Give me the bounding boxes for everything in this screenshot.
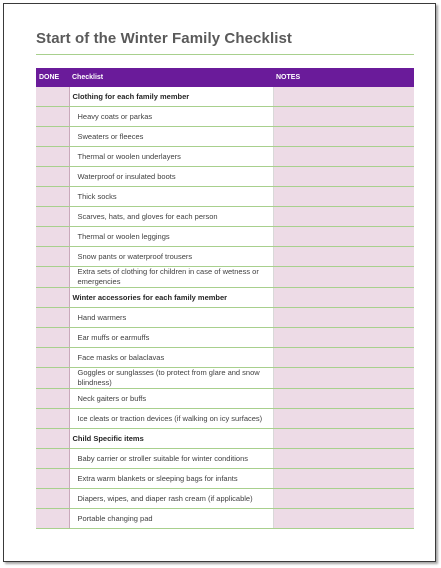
table-row bbox=[36, 489, 414, 509]
checklist-item-label: Extra sets of clothing for children in case of wetness or emergencies bbox=[69, 267, 273, 288]
checklist-item-label: Waterproof or insulated boots bbox=[69, 167, 273, 187]
checklist-item-label: Diapers, wipes, and diaper rash cream (if applicable) bbox=[69, 489, 273, 509]
table-row bbox=[36, 389, 414, 409]
checklist-item-label: Sweaters or fleeces bbox=[69, 127, 273, 147]
checklist-item-label: Goggles or sunglasses (to protect from glare and snow blindness) bbox=[69, 368, 273, 389]
checklist-item-label: Scarves, hats, and gloves for each person bbox=[69, 207, 273, 227]
checklist-item-label: Portable changing pad bbox=[69, 509, 273, 529]
table-row bbox=[36, 267, 414, 288]
section-header-row bbox=[36, 87, 414, 107]
table-header-row bbox=[36, 68, 414, 87]
column-header-notes: NOTES bbox=[273, 68, 414, 87]
done-cell[interactable] bbox=[36, 308, 69, 328]
notes-cell[interactable] bbox=[273, 469, 414, 489]
done-cell[interactable] bbox=[36, 368, 69, 389]
notes-cell[interactable] bbox=[273, 107, 414, 127]
table-row bbox=[36, 348, 414, 368]
done-cell bbox=[36, 429, 69, 449]
notes-cell[interactable] bbox=[273, 409, 414, 429]
notes-cell[interactable] bbox=[273, 147, 414, 167]
table-row bbox=[36, 247, 414, 267]
table-row bbox=[36, 449, 414, 469]
notes-cell[interactable] bbox=[273, 449, 414, 469]
table-row bbox=[36, 187, 414, 207]
notes-cell[interactable] bbox=[273, 489, 414, 509]
table-row bbox=[36, 127, 414, 147]
done-cell[interactable] bbox=[36, 187, 69, 207]
table-row bbox=[36, 469, 414, 489]
done-cell[interactable] bbox=[36, 147, 69, 167]
table-row bbox=[36, 167, 414, 187]
notes-cell[interactable] bbox=[273, 167, 414, 187]
notes-cell[interactable] bbox=[273, 267, 414, 288]
done-cell[interactable] bbox=[36, 489, 69, 509]
notes-cell bbox=[273, 288, 414, 308]
done-cell[interactable] bbox=[36, 247, 69, 267]
table-row bbox=[36, 409, 414, 429]
notes-cell[interactable] bbox=[273, 207, 414, 227]
done-cell[interactable] bbox=[36, 509, 69, 529]
notes-cell[interactable] bbox=[273, 247, 414, 267]
done-cell[interactable] bbox=[36, 207, 69, 227]
notes-cell[interactable] bbox=[273, 127, 414, 147]
done-cell[interactable] bbox=[36, 127, 69, 147]
checklist-item-label: Hand warmers bbox=[69, 308, 273, 328]
done-cell bbox=[36, 87, 69, 107]
checklist-item-label: Neck gaiters or buffs bbox=[69, 389, 273, 409]
done-cell bbox=[36, 288, 69, 308]
notes-cell[interactable] bbox=[273, 308, 414, 328]
section-label: Clothing for each family member bbox=[69, 87, 273, 107]
done-cell[interactable] bbox=[36, 409, 69, 429]
done-cell[interactable] bbox=[36, 227, 69, 247]
table-row bbox=[36, 227, 414, 247]
checklist-item-label: Ice cleats or traction devices (if walking on icy surfaces) bbox=[69, 409, 273, 429]
notes-cell[interactable] bbox=[273, 348, 414, 368]
section-header-row bbox=[36, 288, 414, 308]
section-label: Child Specific items bbox=[69, 429, 273, 449]
done-cell[interactable] bbox=[36, 348, 69, 368]
checklist-item-label: Heavy coats or parkas bbox=[69, 107, 273, 127]
table-row bbox=[36, 308, 414, 328]
table-row bbox=[36, 368, 414, 389]
notes-cell bbox=[273, 87, 414, 107]
notes-cell[interactable] bbox=[273, 227, 414, 247]
column-header-checklist: Checklist bbox=[69, 68, 273, 87]
document-page bbox=[3, 3, 436, 562]
notes-cell[interactable] bbox=[273, 368, 414, 389]
title-underline bbox=[36, 54, 414, 55]
checklist-item-label: Ear muffs or earmuffs bbox=[69, 328, 273, 348]
table-row bbox=[36, 107, 414, 127]
done-cell[interactable] bbox=[36, 167, 69, 187]
section-label: Winter accessories for each family member bbox=[69, 288, 273, 308]
done-cell[interactable] bbox=[36, 389, 69, 409]
done-cell[interactable] bbox=[36, 449, 69, 469]
notes-cell[interactable] bbox=[273, 509, 414, 529]
page-title: Start of the Winter Family Checklist bbox=[36, 30, 293, 47]
table-row bbox=[36, 207, 414, 227]
table-row bbox=[36, 147, 414, 167]
done-cell[interactable] bbox=[36, 267, 69, 288]
checklist-item-label: Thick socks bbox=[69, 187, 273, 207]
checklist-body bbox=[36, 87, 414, 529]
notes-cell bbox=[273, 429, 414, 449]
done-cell[interactable] bbox=[36, 328, 69, 348]
notes-cell[interactable] bbox=[273, 187, 414, 207]
column-header-done: DONE bbox=[36, 68, 69, 87]
table-row bbox=[36, 509, 414, 529]
section-header-row bbox=[36, 429, 414, 449]
checklist-item-label: Thermal or woolen underlayers bbox=[69, 147, 273, 167]
done-cell[interactable] bbox=[36, 107, 69, 127]
checklist-item-label: Face masks or balaclavas bbox=[69, 348, 273, 368]
checklist-item-label: Thermal or woolen leggings bbox=[69, 227, 273, 247]
table-row bbox=[36, 328, 414, 348]
notes-cell[interactable] bbox=[273, 389, 414, 409]
checklist-item-label: Snow pants or waterproof trousers bbox=[69, 247, 273, 267]
done-cell[interactable] bbox=[36, 469, 69, 489]
checklist-table bbox=[36, 68, 414, 529]
checklist-item-label: Baby carrier or stroller suitable for winter conditions bbox=[69, 449, 273, 469]
checklist-item-label: Extra warm blankets or sleeping bags for infants bbox=[69, 469, 273, 489]
notes-cell[interactable] bbox=[273, 328, 414, 348]
